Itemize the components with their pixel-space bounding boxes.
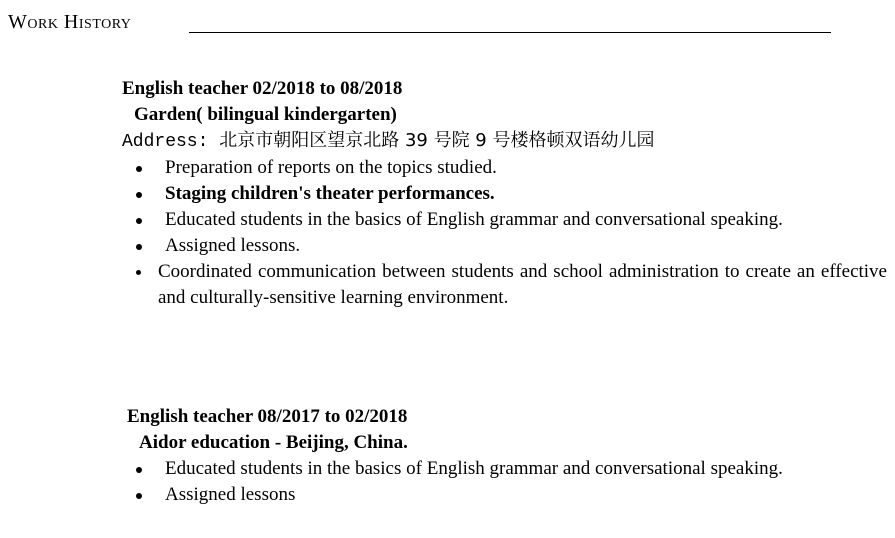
- bullet-icon: [136, 244, 142, 250]
- bullet-icon: [136, 467, 142, 473]
- list-item: [112, 233, 887, 259]
- job-entry-2: [112, 404, 887, 508]
- list-item: [112, 207, 887, 233]
- bullet-text: Coordinated communication between students and school administration to create an effective and culturally-sensitive learning environment.: [158, 261, 887, 308]
- work-history-header: [8, 10, 838, 36]
- bullet-icon: [136, 493, 142, 499]
- list-item: [112, 482, 887, 508]
- job-duties-list: [112, 155, 887, 311]
- bullet-icon: [136, 166, 142, 172]
- section-title: Work History: [8, 11, 132, 33]
- job-title: English teacher 08/2017 to 02/2018: [127, 406, 408, 427]
- bullet-icon: [136, 270, 141, 275]
- section-divider: [189, 32, 831, 33]
- job-duties-list: [112, 456, 887, 508]
- list-item: [112, 155, 887, 181]
- bullet-text: Preparation of reports on the topics studied.: [165, 157, 497, 178]
- bullet-icon: [136, 192, 142, 198]
- job-title: English teacher 02/2018 to 08/2018: [122, 78, 403, 99]
- job-entry-1: [112, 76, 887, 311]
- bullet-text: Staging children's theater performances.: [165, 183, 495, 204]
- address-label: Address:: [122, 132, 220, 152]
- bullet-text: Educated students in the basics of English grammar and conversational speaking.: [165, 209, 783, 230]
- job-company: Garden( bilingual kindergarten): [134, 104, 397, 125]
- address-value: 北京市朝阳区望京北路 39 号院 9 号楼格顿双语幼儿园: [219, 130, 655, 151]
- list-item: [112, 259, 887, 311]
- job-company: Aidor education - Beijing, China.: [139, 432, 408, 453]
- list-item: [112, 181, 887, 207]
- list-item: [112, 456, 887, 482]
- bullet-icon: [136, 218, 142, 224]
- job-address: [112, 128, 887, 155]
- bullet-text: Educated students in the basics of English grammar and conversational speaking.: [165, 458, 783, 479]
- bullet-text: Assigned lessons.: [165, 235, 301, 256]
- bullet-text: Assigned lessons: [165, 484, 296, 505]
